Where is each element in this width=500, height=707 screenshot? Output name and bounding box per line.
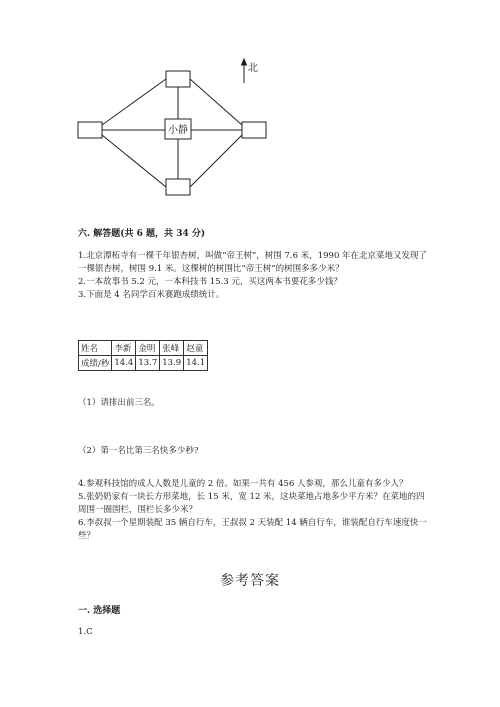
right-box <box>242 122 266 138</box>
bottom-box <box>166 179 190 195</box>
table-header: 姓名 <box>79 341 112 356</box>
table-row <box>79 356 208 371</box>
table-cell: 13.9 <box>160 356 184 371</box>
question-5: 5.张奶奶家有一块长方形菜地，长 15 米，宽 12 米，这块菜地占地多少平方米？在菜地的四周围一圈围栏，围栏长多少米？ <box>78 492 425 515</box>
table-header: 金明 <box>136 341 160 356</box>
question-4: 4.参观科技馆的成人人数是儿童的 2 倍。如果一共有 456 人参观，那么儿童有多少人？ <box>78 479 408 489</box>
table-row-label: 成绩/秒 <box>79 356 112 371</box>
table-cell: 14.4 <box>112 356 136 371</box>
table-header: 赵童 <box>184 341 208 356</box>
left-box <box>78 122 102 138</box>
answers-section-1: 一. 选择题 <box>78 606 121 616</box>
question-3-part-2: （2）第一名比第三名快多少秒? <box>78 446 199 456</box>
score-table <box>78 340 208 371</box>
table-header: 李新 <box>112 341 136 356</box>
table-header: 张峰 <box>160 341 184 356</box>
north-label: 北 <box>248 63 258 74</box>
table-cell: 14.1 <box>184 356 208 371</box>
position-diagram <box>70 55 300 205</box>
question-6: 6.李叔叔一个星期装配 35 辆自行车，王叔叔 2 天装配 14 辆自行车，谁装配自行车速度快一些？ <box>78 518 427 541</box>
center-label: 小静 <box>168 125 188 136</box>
question-2: 2.一本故事书 5.2 元，一本科技书 15.3 元，买这两本书要花多少钱？ <box>78 277 342 287</box>
top-box <box>166 71 190 87</box>
table-header-row <box>79 341 208 356</box>
question-3-part-1: （1）请排出前三名。 <box>78 398 160 408</box>
section-6-title: 六. 解答题(共 6 题，共 34 分) <box>78 229 206 239</box>
answer-1: 1.C <box>78 627 93 637</box>
answers-title: 参考答案 <box>220 573 280 589</box>
table-cell: 13.7 <box>136 356 160 371</box>
question-3: 3.下面是 4 名同学百米赛跑成绩统计。 <box>78 290 225 300</box>
question-1: 1.北京潭柘寺有一棵千年银杏树，叫做“帝王树”，树围 7.6 米，1990 年在北京菜地又发现了一棵银杏树，树围 9.1 米。这棵树的树围比“帝王树”的树围多多少米？ <box>78 251 428 274</box>
